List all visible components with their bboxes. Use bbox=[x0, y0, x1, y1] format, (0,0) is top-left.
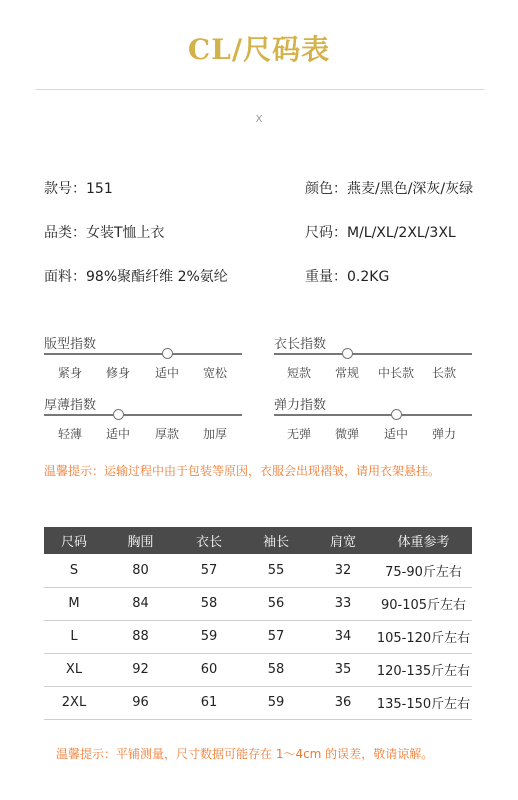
measurement-notice: 温馨提示：平铺测量，尺寸数据可能存在 1～4cm 的误差，敬请谅解。 bbox=[56, 747, 434, 761]
table-cell: 57 bbox=[241, 620, 311, 653]
table-cell: 80 bbox=[104, 554, 177, 587]
fit-option: 适中 bbox=[155, 366, 180, 380]
table-cell: 55 bbox=[241, 554, 311, 587]
table-cell: 135-150斤左右 bbox=[375, 686, 472, 719]
table-cell: 36 bbox=[311, 686, 375, 719]
length-option: 长款 bbox=[432, 366, 457, 380]
size-table bbox=[44, 527, 472, 720]
fit-scale-marker bbox=[162, 348, 173, 359]
table-cell: 34 bbox=[311, 620, 375, 653]
thickness-option: 厚款 bbox=[155, 427, 180, 441]
table-cell: XL bbox=[44, 653, 104, 686]
length-scale-title: 衣长指数 bbox=[274, 337, 327, 352]
table-cell: 59 bbox=[177, 620, 241, 653]
colors-info: 颜色：燕麦/黑色/深灰/灰绿 bbox=[305, 181, 474, 197]
style-number: 款号：151 bbox=[44, 181, 113, 197]
table-cell: 75-90斤左右 bbox=[375, 554, 472, 587]
table-cell: 92 bbox=[104, 653, 177, 686]
fit-option: 宽松 bbox=[203, 366, 228, 380]
table-cell: 120-135斤左右 bbox=[375, 653, 472, 686]
table-cell: 88 bbox=[104, 620, 177, 653]
thickness-scale-marker bbox=[113, 409, 124, 420]
table-cell: 84 bbox=[104, 587, 177, 620]
table-row bbox=[44, 620, 472, 653]
stretch-scale-marker bbox=[391, 409, 402, 420]
table-row bbox=[44, 587, 472, 620]
fit-option: 修身 bbox=[106, 366, 131, 380]
column-header: 体重参考 bbox=[375, 527, 472, 554]
length-option: 常规 bbox=[335, 366, 360, 380]
table-cell: 59 bbox=[241, 686, 311, 719]
fit-scale-track bbox=[44, 353, 242, 355]
weight-info: 重量：0.2KG bbox=[305, 269, 390, 285]
stretch-option: 无弹 bbox=[287, 427, 312, 441]
thickness-scale-title: 厚薄指数 bbox=[44, 398, 97, 413]
table-cell: 96 bbox=[104, 686, 177, 719]
table-cell: S bbox=[44, 554, 104, 587]
length-option: 中长款 bbox=[378, 366, 415, 380]
table-cell: 57 bbox=[177, 554, 241, 587]
category-info: 品类：女装T恤上衣 bbox=[44, 225, 165, 241]
table-row bbox=[44, 554, 472, 587]
table-header-row bbox=[44, 527, 472, 554]
table-cell: 61 bbox=[177, 686, 241, 719]
table-cell: M bbox=[44, 587, 104, 620]
table-cell: 58 bbox=[241, 653, 311, 686]
table-cell: 56 bbox=[241, 587, 311, 620]
length-scale-track bbox=[274, 353, 472, 355]
column-header: 袖长 bbox=[241, 527, 311, 554]
title-divider bbox=[36, 89, 484, 90]
stretch-scale-title: 弹力指数 bbox=[274, 398, 327, 413]
fit-option: 紧身 bbox=[58, 366, 83, 380]
shipping-notice: 温馨提示：运输过程中由于包装等原因，衣服会出现褶皱，请用衣架悬挂。 bbox=[44, 464, 441, 478]
table-cell: L bbox=[44, 620, 104, 653]
column-header: 衣长 bbox=[177, 527, 241, 554]
table-row bbox=[44, 686, 472, 719]
sizes-info: 尺码：M/L/XL/2XL/3XL bbox=[305, 225, 456, 241]
table-cell: 2XL bbox=[44, 686, 104, 719]
table-cell: 60 bbox=[177, 653, 241, 686]
table-cell: 35 bbox=[311, 653, 375, 686]
column-header: 肩宽 bbox=[311, 527, 375, 554]
table-row bbox=[44, 653, 472, 686]
length-scale-marker bbox=[342, 348, 353, 359]
table-cell: 33 bbox=[311, 587, 375, 620]
thickness-option: 轻薄 bbox=[58, 427, 83, 441]
stretch-scale-track bbox=[274, 414, 472, 416]
stretch-option: 弹力 bbox=[432, 427, 457, 441]
thickness-option: 加厚 bbox=[203, 427, 228, 441]
column-header: 胸围 bbox=[104, 527, 177, 554]
table-cell: 90-105斤左右 bbox=[375, 587, 472, 620]
column-header: 尺码 bbox=[44, 527, 104, 554]
fabric-info: 面料：98%聚酯纤维 2%氨纶 bbox=[44, 269, 228, 285]
page-title: CL/尺码表 bbox=[187, 33, 331, 66]
length-option: 短款 bbox=[287, 366, 312, 380]
table-cell: 58 bbox=[177, 587, 241, 620]
stretch-option: 微弹 bbox=[335, 427, 360, 441]
thickness-scale-track bbox=[44, 414, 242, 416]
table-cell: 32 bbox=[311, 554, 375, 587]
stretch-option: 适中 bbox=[384, 427, 409, 441]
close-mark: X bbox=[255, 114, 263, 125]
thickness-option: 适中 bbox=[106, 427, 131, 441]
table-cell: 105-120斤左右 bbox=[375, 620, 472, 653]
fit-scale-title: 版型指数 bbox=[44, 337, 97, 352]
